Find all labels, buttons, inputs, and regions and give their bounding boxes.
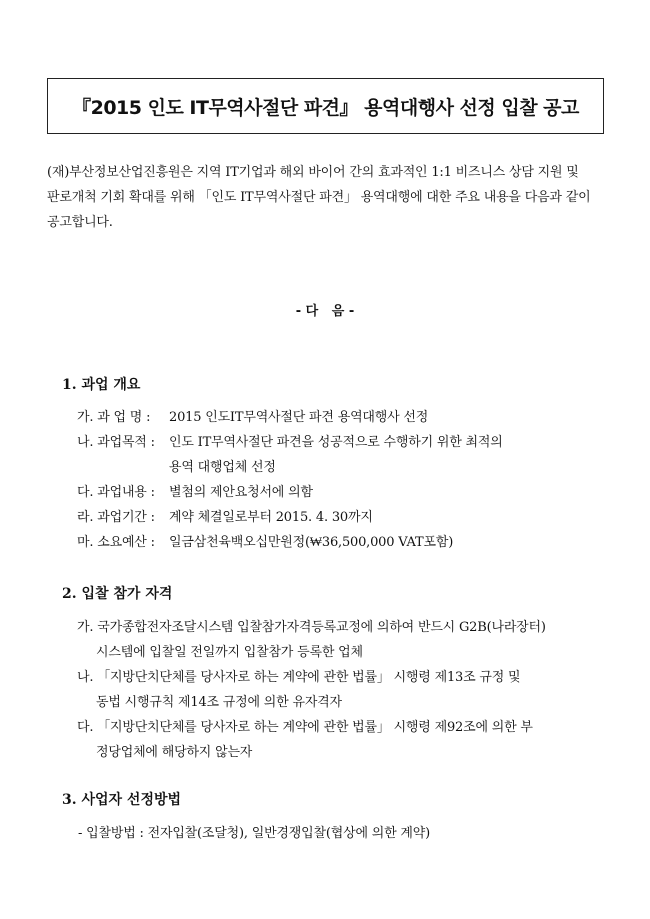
intro-line: 공고합니다. xyxy=(47,215,113,230)
page-title: 『2015 인도 IT무역사절단 파견』 용역대행사 선정 입찰 공고 xyxy=(72,96,579,119)
qualification-line: 가. 국가종합전자조달시스템 입찰참가자격등록교정에 의하여 반드시 G2B(나라장터) xyxy=(77,620,546,635)
overview-key: 가. 과 업 명 : xyxy=(77,410,151,425)
selection-method-line: - 입찰방법 : 전자입찰(조달청), 일반경쟁입찰(협상에 의한 계약) xyxy=(78,826,430,841)
section3-heading: 3. 사업자 선정방법 xyxy=(62,792,182,808)
overview-value: 2015 인도IT무역사절단 파견 용역대행사 선정 xyxy=(169,410,429,425)
overview-row xyxy=(77,481,313,500)
overview-row xyxy=(77,531,453,550)
overview-key: 다. 과업내용 : xyxy=(77,485,155,500)
qualification-line: 나. 「지방단치단체를 당사자로 하는 계약에 관한 법률」 시행령 제13조 규정 및 xyxy=(77,670,521,685)
qualification-line: 다. 「지방단치단체를 당사자로 하는 계약에 관한 법률」 시행령 제92조에 의한 부 xyxy=(77,720,533,735)
overview-value: 용역 대행업체 선정 xyxy=(169,460,276,475)
overview-row xyxy=(77,406,428,425)
section1-heading: 1. 과업 개요 xyxy=(62,377,141,393)
qualification-line: 시스템에 입찰일 전일까지 입찰참가 등록한 업체 xyxy=(96,645,363,660)
overview-value: 계약 체결일로부터 2015. 4. 30까지 xyxy=(169,510,373,525)
overview-value: 별첨의 제안요청서에 의함 xyxy=(169,485,313,500)
overview-key: 나. 과업목적 : xyxy=(77,435,155,450)
intro-paragraph xyxy=(47,160,607,235)
overview-key: 마. 소요예산 : xyxy=(77,535,155,550)
overview-value: 인도 IT무역사절단 파견을 성공적으로 수행하기 위한 최적의 xyxy=(169,435,503,450)
intro-line: 판로개척 기회 확대를 위해 「인도 IT무역사절단 파견」 용역대행에 대한 주요 내용을 다음과 같이 xyxy=(47,190,591,205)
overview-row xyxy=(77,431,503,450)
overview-row xyxy=(77,456,276,475)
overview-row xyxy=(77,506,373,525)
intro-line: (재)부산정보산업진흥원은 지역 IT기업과 해외 바이어 간의 효과적인 1:1 비즈니스 상담 지원 및 xyxy=(47,165,579,180)
next-heading: - 다 음 - xyxy=(295,304,355,319)
qualification-line: 동법 시행규칙 제14조 규정에 의한 유자격자 xyxy=(96,695,342,710)
qualification-line: 정당업체에 해당하지 않는자 xyxy=(96,745,253,760)
overview-key: 라. 과업기간 : xyxy=(77,510,155,525)
section2-heading: 2. 입찰 참가 자격 xyxy=(62,586,173,602)
title-box xyxy=(47,78,604,134)
overview-value: 일금삼천육백오십만원정(₩36,500,000 VAT포함) xyxy=(169,535,454,550)
